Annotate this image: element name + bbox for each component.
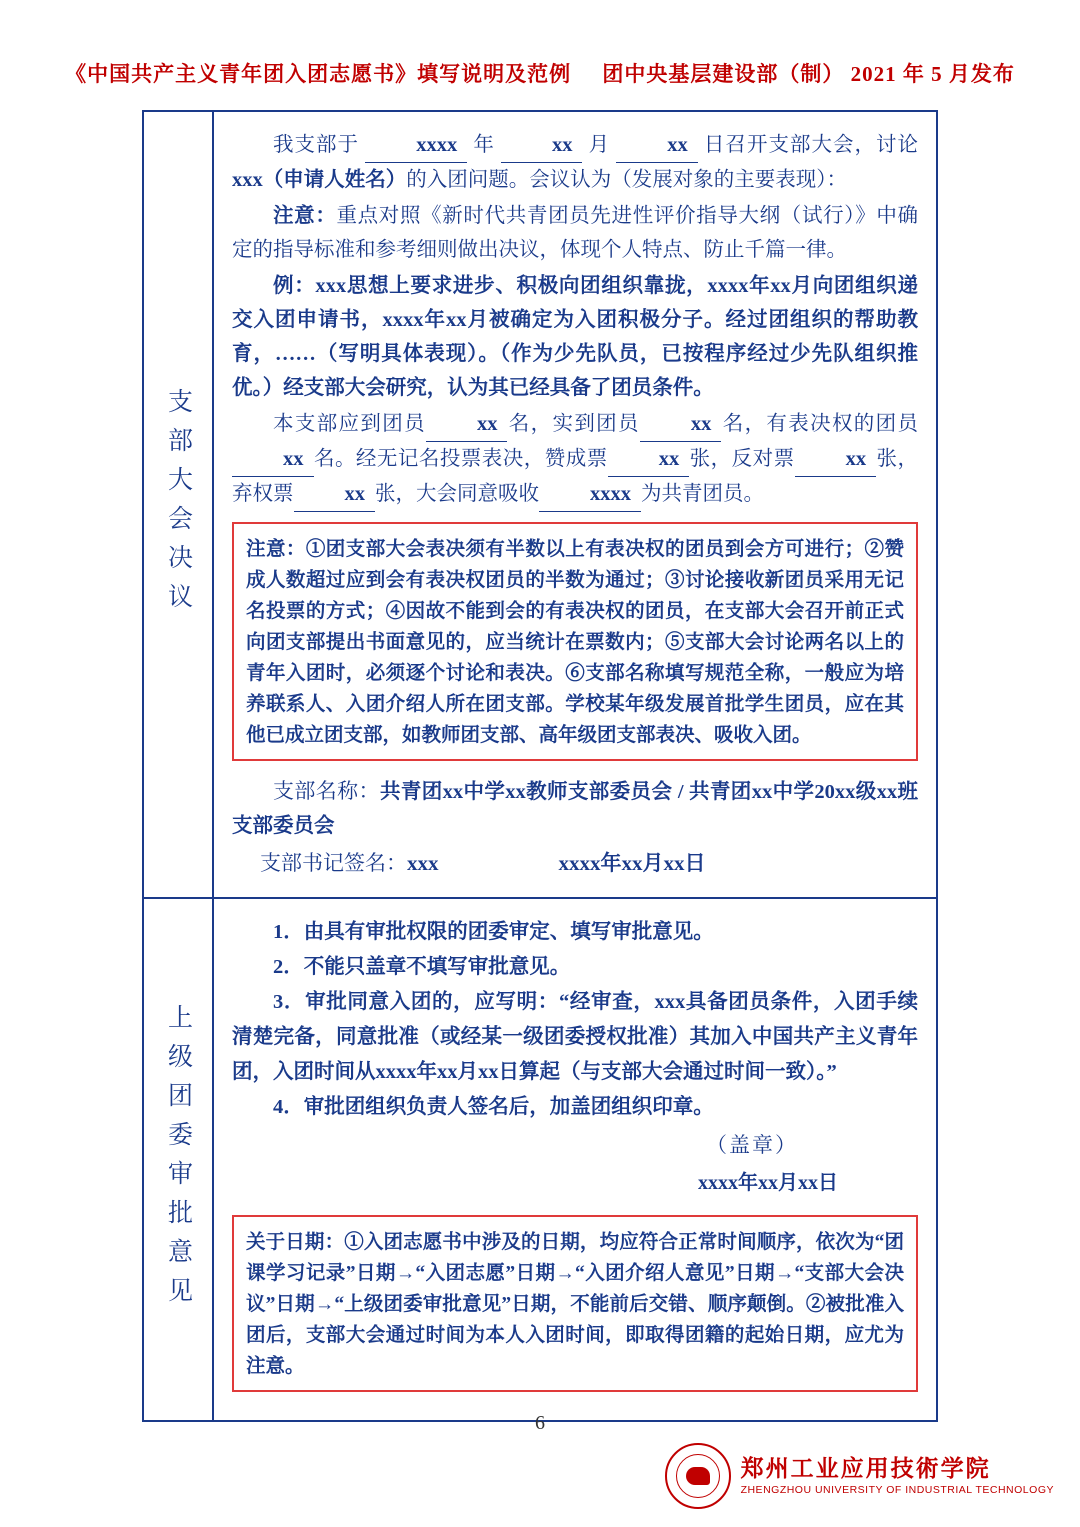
university-seal-icon [665,1443,731,1509]
secretary-value: xxx [407,851,439,875]
header-title: 《中国共产主义青年团入团志愿书》填写说明及范例 [65,62,572,86]
note-label: 注意： [273,205,337,227]
form-table [142,110,938,1422]
applicant-name-placeholder: xxx（申请人姓名） [232,169,407,191]
vote-mid-2: 名，有表决权的团员 [721,413,919,435]
list-item: 4．审批团组织负责人签名后，加盖团组织印章。 [273,1096,714,1118]
seal-placeholder: （盖章） [706,1133,798,1157]
approval-date: xxxx年xx月xx日 [698,1172,838,1194]
vote-count-paragraph [232,407,918,512]
opening-seg-8: 的入团问题。会议认为（发展对象的主要表现）： [406,169,847,191]
resolution-warning-paragraph [246,534,904,751]
table-row [144,897,936,1420]
vote-prefix: 本支部应到团员 [273,413,426,435]
secretary-label: 支部书记签名： [260,851,407,875]
note-text: 重点对照《新时代共青团员先进性评价指导大纲（试行）》中确定的指导标准和参考细则做出决议，体现个人特点、防止千篇一律。 [232,205,919,261]
branch-name-line [232,773,918,843]
day-blank: xx [616,128,698,163]
vote-mid-4: 张，反对票 [689,448,795,470]
table-row [144,112,936,897]
university-logo [665,1443,1054,1509]
example-label: 例： [273,275,316,297]
row-label-text: 上级团委审批意见 [164,1003,192,1316]
admitted-name-blank: xxxx [539,477,641,512]
resolution-warning-box [232,522,918,761]
upper-committee-approval-content [214,899,936,1420]
university-name-en: ZHENGZHOU UNIVERSITY OF INDUSTRIAL TECHNOLOGY [740,1483,1054,1496]
year-blank: xxxx [365,128,467,163]
resolution-opening-paragraph [232,128,918,197]
abstain-votes-blank: xx [294,477,376,512]
voting-members-blank: xx [232,442,314,477]
list-item: 2．不能只盖章不填写审批意见。 [273,956,571,978]
university-name-cn: 郑州工业应用技術学院 [740,1456,991,1482]
branch-meeting-resolution-content [214,112,936,897]
secretary-signature-line [232,845,918,881]
vote-mid-7: 为共青团员。 [641,483,764,505]
row-label-branch-meeting-resolution [144,112,214,897]
row-label-text: 支部大会决议 [164,387,192,622]
expected-members-blank: xx [426,407,508,442]
date-warning-box [232,1215,918,1392]
resolution-warning-label: 注意： [246,539,306,560]
header-publisher: 团中央基层建设部（制） 2021 年 5 月发布 [602,62,1015,86]
branch-name-label: 支部名称： [273,779,380,803]
approve-votes-blank: xx [608,442,690,477]
opening-seg-4: 月 [582,134,617,156]
example-text: xxx思想上要求进步、积极向团组织靠拢，xxxx年xx月向团组织递交入团申请书，xxxx年xx月被确定为入团积极分子。经过团组织的帮助教育，……（写明具体表现）。（作为少先队员，已按程序经过少先队组织推优。）经支部大会研究，认为其已经具备了团员条件。 [232,275,919,399]
vote-mid-3: 名。经无记名投票表决，赞成票 [313,448,608,470]
vote-mid-6: 张，大会同意吸收 [375,483,539,505]
opening-seg-0: 我支部于 [273,134,366,156]
page-number: 6 [535,1412,545,1434]
month-blank: xx [501,128,583,163]
secretary-date: xxxx年xx月xx日 [558,851,706,875]
date-warning-text: ①入团志愿书中涉及的日期，均应符合正常时间顺序，依次为“团课学习记录”日期→“入团志愿”日期→“入团介绍人意见”日期→“支部大会决议”日期→“上级团委审批意见”日期，不能前后交错、顺序颠倒。②被批准入团后，支部大会通过时间为本人入团时间，即取得团籍的起始日期，应尤为注意。 [246,1232,904,1377]
page-header [0,58,1080,88]
vote-mid-5: 张，弃权票 [232,448,919,505]
resolution-note-paragraph [232,199,918,267]
vote-mid-1: 名，实到团员 [507,413,640,435]
oppose-votes-blank: xx [795,442,877,477]
date-warning-label: 关于日期： [246,1232,345,1253]
opening-seg-2: 年 [467,134,501,156]
university-logo-text [741,1455,1054,1497]
row-label-upper-committee-approval [144,899,214,1420]
branch-name-value: 共青团xx中学xx教师支部委员会 / 共青团xx中学20xx级xx班支部委员会 [232,781,919,837]
list-item: 1．由具有审批权限的团委审定、填写审批意见。 [273,921,714,943]
opening-seg-6: 日召开支部大会，讨论 [697,134,919,156]
approval-instructions-list [232,915,918,1125]
date-warning-paragraph [246,1227,904,1382]
resolution-warning-text: ①团支部大会表决须有半数以上有表决权的团员到会方可进行；②赞成人数超过应到会有表决权团员的半数为通过；③讨论接收新团员采用无记名投票的方式；④因故不能到会的有表决权的团员，在支部大会召开前正式向团支部提出书面意见的，应当统计在票数内；⑤支部大会讨论两名以上的青年入团时，必须逐个讨论和表决。⑥支部名称填写规范全称，一般应为培养联系人、入团介绍人所在团支部。学校某年级发展首批学生团员，应在其他已成立团支部，如教师团支部、高年级团支部表决、吸收入团。 [246,539,904,746]
actual-members-blank: xx [640,407,722,442]
list-item: 3．审批同意入团的，应写明：“经审查，xxx具备团员条件，入团手续清楚完备，同意批准（或经某一级团委授权批准）其加入中国共产主义青年团，入团时间从xxxx年xx月xx日算起（与支部大会通过时间一致）。” [232,991,918,1083]
resolution-example-paragraph [232,269,918,405]
